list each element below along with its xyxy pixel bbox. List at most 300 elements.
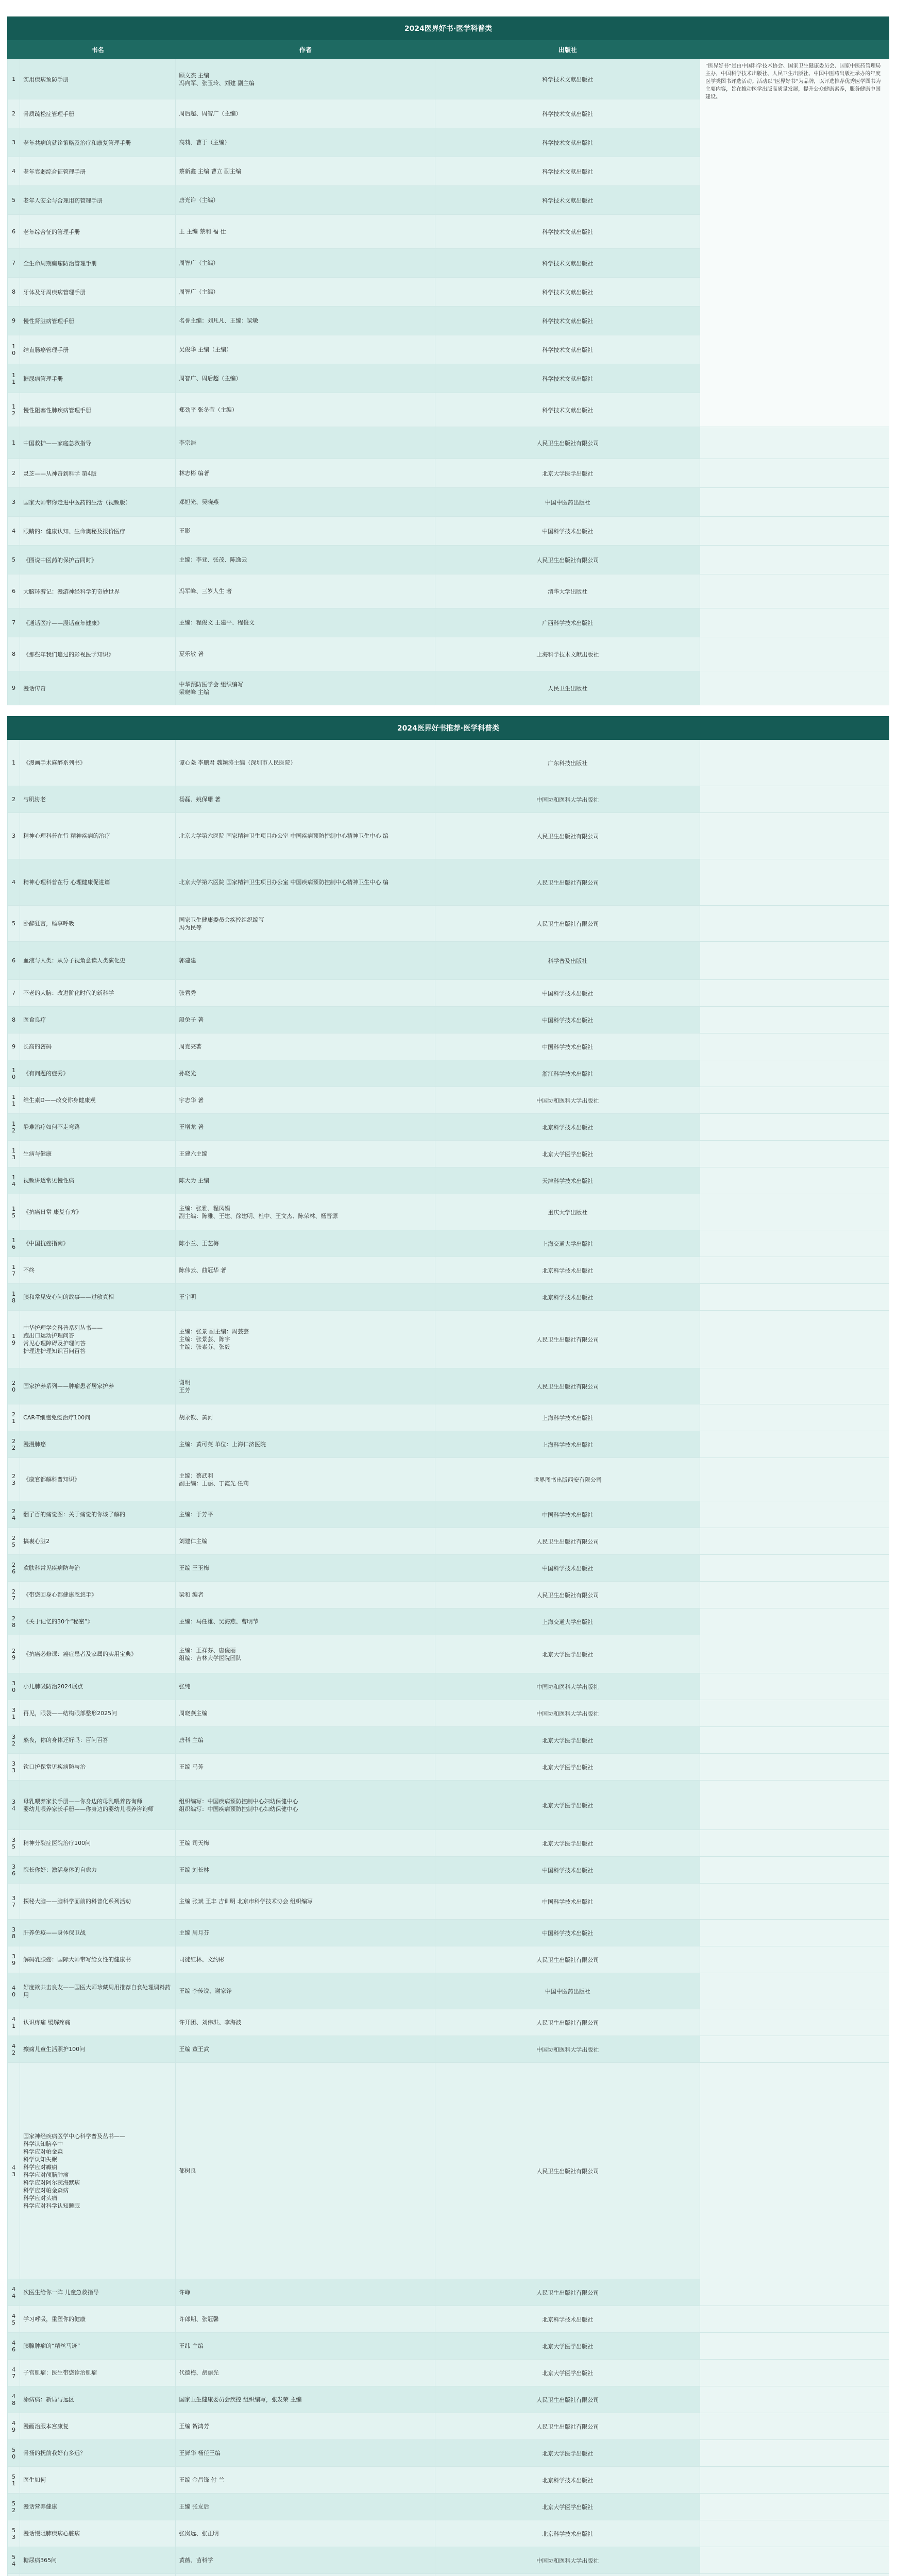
table-row bbox=[8, 2440, 889, 2467]
empty-cell bbox=[700, 1230, 889, 1257]
row-number: 2 bbox=[8, 99, 20, 128]
book-publisher: 中国中医药出版社 bbox=[435, 488, 700, 517]
table-row bbox=[8, 1608, 889, 1635]
book-author: 王编 董王武 bbox=[176, 2036, 435, 2063]
intro-note: “医界好书”是由中国科学技术协会、国家卫生健康委员会、国家中医药管理局主办，中国科学技术出版社、人民卫生出版社、中国中医药出版社承办的年度医学类图书评选活动。活动以“医界好书”为品牌，以评选推荐优秀医学图书为主要内容，旨在推动医学出版高质量发展，提升公众健康素养，服务健康中国建设。 bbox=[700, 59, 889, 427]
table-row bbox=[8, 1673, 889, 1700]
book-title: 漫话慢阻肺疾病心脏病 bbox=[20, 2520, 176, 2547]
table-row bbox=[8, 427, 889, 459]
book-title: 视频讲透常见慢性病 bbox=[20, 1167, 176, 1194]
book-publisher: 北京大学医学出版社 bbox=[435, 2360, 700, 2386]
book-title: 胰和常见安心问的故事——过敏真相 bbox=[20, 1284, 176, 1311]
empty-cell bbox=[700, 1781, 889, 1830]
row-number: 34 bbox=[8, 1781, 20, 1830]
table-row bbox=[8, 980, 889, 1007]
book-publisher: 人民卫生出版社有限公司 bbox=[435, 546, 700, 574]
book-publisher: 人民卫生出版社有限公司 bbox=[435, 906, 700, 942]
row-number: 42 bbox=[8, 2036, 20, 2063]
empty-cell bbox=[700, 1946, 889, 1973]
empty-cell bbox=[700, 1920, 889, 1946]
row-number: 27 bbox=[8, 1582, 20, 1608]
book-publisher: 北京大学医学出版社 bbox=[435, 2333, 700, 2360]
column-header: 出版社 bbox=[435, 40, 700, 59]
table-row bbox=[8, 1781, 889, 1830]
book-author: 国家卫生健康委员会疾控 组织编写，张发荣 主编 bbox=[176, 2386, 435, 2413]
row-number: 5 bbox=[8, 186, 20, 215]
book-title: 胰腺肿瘤的“精丝马迹” bbox=[20, 2333, 176, 2360]
book-publisher: 科学技术文献出版社 bbox=[435, 59, 700, 99]
book-publisher: 上海交通大学出版社 bbox=[435, 1230, 700, 1257]
book-title: 血液与人类：从分子视角意读人类演化史 bbox=[20, 942, 176, 980]
book-publisher: 北京科学技术出版社 bbox=[435, 1257, 700, 1284]
row-number: 12 bbox=[8, 1114, 20, 1141]
empty-cell bbox=[700, 2440, 889, 2467]
table-row bbox=[8, 2386, 889, 2413]
row-number: 4 bbox=[8, 157, 20, 186]
row-number: 6 bbox=[8, 942, 20, 980]
table-row bbox=[8, 2467, 889, 2494]
row-number: 53 bbox=[8, 2520, 20, 2547]
book-author: 陈大为 主编 bbox=[176, 1167, 435, 1194]
table-row bbox=[8, 1311, 889, 1368]
book-author: 王编 刘长林 bbox=[176, 1857, 435, 1884]
empty-cell bbox=[700, 859, 889, 906]
row-number: 39 bbox=[8, 1946, 20, 1973]
book-author: 王编 张友后 bbox=[176, 2494, 435, 2520]
empty-cell bbox=[700, 1754, 889, 1781]
book-publisher: 人民卫生出版社有限公司 bbox=[435, 2386, 700, 2413]
table-row bbox=[8, 1404, 889, 1431]
table-row bbox=[8, 2333, 889, 2360]
book-publisher: 天津科学技术出版社 bbox=[435, 1167, 700, 1194]
row-number: 33 bbox=[8, 1754, 20, 1781]
row-number: 46 bbox=[8, 2333, 20, 2360]
row-number: 31 bbox=[8, 1700, 20, 1727]
book-title: 结直肠癌管理手册 bbox=[20, 335, 176, 364]
row-number: 20 bbox=[8, 1368, 20, 1404]
table-row bbox=[8, 574, 889, 608]
empty-cell bbox=[700, 2306, 889, 2333]
book-title: 眼睛的：健康认知、生命奥秘及报价医疗 bbox=[20, 517, 176, 546]
book-author: 王编 王玉梅 bbox=[176, 1555, 435, 1582]
empty-cell bbox=[700, 1007, 889, 1033]
book-author: 主编 周月芬 bbox=[176, 1920, 435, 1946]
book-author: 王编 马芳 bbox=[176, 1754, 435, 1781]
book-title: 《图说中医药的保护古同时》 bbox=[20, 546, 176, 574]
book-title: CAR-T细胞免疫治疗100问 bbox=[20, 1404, 176, 1431]
row-number: 16 bbox=[8, 1230, 20, 1257]
table-row bbox=[8, 671, 889, 705]
table-row bbox=[8, 1857, 889, 1884]
book-author: 李宗浩 bbox=[176, 427, 435, 459]
book-title bbox=[20, 2574, 176, 2576]
row-number: 23 bbox=[8, 1458, 20, 1501]
book-publisher: 科学技术文献出版社 bbox=[435, 157, 700, 186]
book-title: 解码乳腺癌：国际大师带写给女性的健康书 bbox=[20, 1946, 176, 1973]
book-author: 主编：蔡武利 副主编：王丽、丁霞先 任莉 bbox=[176, 1458, 435, 1501]
book-author: 周智广（主编） bbox=[176, 278, 435, 307]
book-title: 《那些年我们追过的影视医学知识》 bbox=[20, 637, 176, 671]
book-author: 王影 bbox=[176, 517, 435, 546]
empty-cell bbox=[700, 1431, 889, 1458]
table-row bbox=[8, 1230, 889, 1257]
book-title: 中华护理学会科普系列丛书—— 跑出口运动护理问答 常见心理障碍及护理问答 护理进护理知识百问百答 bbox=[20, 1311, 176, 1368]
table-row bbox=[8, 2009, 889, 2036]
row-number: 3 bbox=[8, 813, 20, 859]
book-title: 实用疾病预防手册 bbox=[20, 59, 176, 99]
empty-cell bbox=[700, 1368, 889, 1404]
book-publisher: 中国协和医科大学出版社 bbox=[435, 2036, 700, 2063]
book-publisher: 科学技术文献出版社 bbox=[435, 278, 700, 307]
book-title: 灵芝——从神奇到科学 第4版 bbox=[20, 459, 176, 488]
empty-cell bbox=[700, 2494, 889, 2520]
empty-cell bbox=[700, 574, 889, 608]
book-author: 张纯 bbox=[176, 1673, 435, 1700]
row-number: 7 bbox=[8, 608, 20, 637]
table-row bbox=[8, 2360, 889, 2386]
book-publisher: 中国协和医科大学出版社 bbox=[435, 1700, 700, 1727]
book-title: 精神心理科普在行 精神疾病的治疗 bbox=[20, 813, 176, 859]
book-title: 《通话医疗——漫话童年健康》 bbox=[20, 608, 176, 637]
empty-cell bbox=[700, 1884, 889, 1920]
row-number: 51 bbox=[8, 2467, 20, 2494]
book-publisher: 中国协和医科大学出版社 bbox=[435, 1673, 700, 1700]
book-author: 周智广、周后超（主编） bbox=[176, 364, 435, 393]
empty-cell bbox=[700, 740, 889, 786]
book-publisher: 广西科学技术出版社 bbox=[435, 608, 700, 637]
book-publisher: 科学技术文献出版社 bbox=[435, 186, 700, 215]
row-number bbox=[8, 2574, 20, 2576]
book-publisher: 清华大学出版社 bbox=[435, 574, 700, 608]
empty-cell bbox=[700, 1635, 889, 1673]
table-row bbox=[8, 1284, 889, 1311]
table-row bbox=[8, 1501, 889, 1528]
row-number: 50 bbox=[8, 2440, 20, 2467]
row-number: 43 bbox=[8, 2063, 20, 2279]
empty-cell bbox=[700, 1700, 889, 1727]
row-number: 3 bbox=[8, 488, 20, 517]
book-publisher: 重庆大学出版社 bbox=[435, 1194, 700, 1230]
row-number: 11 bbox=[8, 1087, 20, 1114]
book-author: 吴俊华 主编（主编） bbox=[176, 335, 435, 364]
book-title: 中国救护——家庭急救指导 bbox=[20, 427, 176, 459]
table-row bbox=[8, 1033, 889, 1060]
book-publisher: 中国科学技术出版社 bbox=[435, 1501, 700, 1528]
book-author: 国家卫生健康委员会疾控组织编写 冯为民等 bbox=[176, 906, 435, 942]
book-publisher: 科学技术文献出版社 bbox=[435, 335, 700, 364]
row-number: 35 bbox=[8, 1830, 20, 1857]
empty-cell bbox=[700, 1141, 889, 1167]
empty-cell bbox=[700, 980, 889, 1007]
book-title: 骨质疏松症管理手册 bbox=[20, 99, 176, 128]
empty-cell bbox=[700, 2063, 889, 2279]
empty-cell bbox=[700, 1673, 889, 1700]
empty-cell bbox=[700, 2279, 889, 2306]
table-2024-good-books-science bbox=[7, 16, 889, 705]
row-number: 45 bbox=[8, 2306, 20, 2333]
book-publisher: 上海科学技术文献出版社 bbox=[435, 637, 700, 671]
book-author: 谢明 王芳 bbox=[176, 1368, 435, 1404]
row-number: 24 bbox=[8, 1501, 20, 1528]
book-title: 肝养免疫——身体保卫战 bbox=[20, 1920, 176, 1946]
book-author: 宇志华 著 bbox=[176, 1087, 435, 1114]
row-number: 49 bbox=[8, 2413, 20, 2440]
book-author: 王编 司天梅 bbox=[176, 1830, 435, 1857]
column-header: 作者 bbox=[176, 40, 435, 59]
table-row bbox=[8, 813, 889, 859]
book-publisher: 科学技术文献出版社 bbox=[435, 128, 700, 157]
book-title: 国家神经疾病医学中心科学普及丛书—— 科学认知脑卒中 科学应对帕金森 科学认知失眠 科学应对癫痫 科学应对颅脑肿瘤 科学应对阿尔茨海默病 科学应对帕金森病 科学应对头痛 科学应对科学认知睡眠 bbox=[20, 2063, 176, 2279]
book-publisher: 中国科学技术出版社 bbox=[435, 1884, 700, 1920]
empty-cell bbox=[700, 2467, 889, 2494]
empty-cell bbox=[700, 1194, 889, 1230]
book-author: 王 主编 蔡利 福 仕 bbox=[176, 215, 435, 249]
empty-cell bbox=[700, 1973, 889, 2009]
table-row bbox=[8, 1431, 889, 1458]
empty-cell bbox=[700, 906, 889, 942]
book-author: 邓旭光、吴晓燕 bbox=[176, 488, 435, 517]
book-author: 梁和 编者 bbox=[176, 1582, 435, 1608]
book-author: 郑劲平 张冬莹（主编） bbox=[176, 393, 435, 427]
row-number: 26 bbox=[8, 1555, 20, 1582]
book-publisher: 北京大学医学出版社 bbox=[435, 1830, 700, 1857]
empty-cell bbox=[700, 1528, 889, 1555]
table-row bbox=[8, 859, 889, 906]
table-row bbox=[8, 942, 889, 980]
book-title: 长高的密码 bbox=[20, 1033, 176, 1060]
book-publisher: 北京大学医学出版社 bbox=[435, 1781, 700, 1830]
row-number: 11 bbox=[8, 364, 20, 393]
row-number: 48 bbox=[8, 2386, 20, 2413]
row-number: 2 bbox=[8, 459, 20, 488]
table-row bbox=[8, 786, 889, 813]
empty-cell bbox=[700, 1555, 889, 1582]
book-publisher: 人民卫生出版社有限公司 bbox=[435, 2413, 700, 2440]
book-author: 主编：马任雄、吴海燕、曹明节 bbox=[176, 1608, 435, 1635]
book-title: 漫画治服本宫康复 bbox=[20, 2413, 176, 2440]
book-title: 不终 bbox=[20, 1257, 176, 1284]
book-author: 王编 贺鸿芳 bbox=[176, 2413, 435, 2440]
book-author: 王宇明 bbox=[176, 1284, 435, 1311]
book-title: 欢肤科常见疾病防与治 bbox=[20, 1555, 176, 1582]
book-publisher: 广东科技出版社 bbox=[435, 740, 700, 786]
book-publisher: 北京科学技术出版社 bbox=[435, 2306, 700, 2333]
book-author: 郭建建 bbox=[176, 942, 435, 980]
book-title: 子宫肌瘤：医生带您诊治肌瘤 bbox=[20, 2360, 176, 2386]
book-publisher: 北京科学技术出版社 bbox=[435, 1114, 700, 1141]
empty-cell bbox=[700, 637, 889, 671]
book-author: 主编：张景 副主编：周芸芸 主编：张景芸、陈宇 主编：张素芬、张毅 bbox=[176, 1311, 435, 1368]
book-author: 胡永钦、黄河 bbox=[176, 1404, 435, 1431]
empty-cell bbox=[700, 2333, 889, 2360]
empty-cell bbox=[700, 1087, 889, 1114]
book-publisher: 北京大学医学出版社 bbox=[435, 2440, 700, 2467]
book-author: 陈小兰、王艺梅 bbox=[176, 1230, 435, 1257]
row-number: 8 bbox=[8, 278, 20, 307]
book-publisher: 人民卫生出版社有限公司 bbox=[435, 2279, 700, 2306]
book-author: 名誉主编：刘凡凡、王编：梁敏 bbox=[176, 307, 435, 335]
row-number: 18 bbox=[8, 1284, 20, 1311]
book-publisher: 人民卫生出版社有限公司 bbox=[435, 1368, 700, 1404]
row-number: 41 bbox=[8, 2009, 20, 2036]
book-publisher: 中国科学技术出版社 bbox=[435, 1555, 700, 1582]
book-publisher: 中国科学技术出版社 bbox=[435, 517, 700, 546]
book-publisher: 北京科学技术出版社 bbox=[435, 2520, 700, 2547]
book-author bbox=[176, 2574, 435, 2576]
row-number: 10 bbox=[8, 1060, 20, 1087]
empty-cell bbox=[700, 1458, 889, 1501]
empty-cell bbox=[700, 2036, 889, 2063]
book-author: 刘建仁主编 bbox=[176, 1528, 435, 1555]
book-author: 孙晓光 bbox=[176, 1060, 435, 1087]
book-publisher: 世界图书出版西安有限公司 bbox=[435, 1458, 700, 1501]
book-title: 漫话营养健康 bbox=[20, 2494, 176, 2520]
row-number: 7 bbox=[8, 249, 20, 278]
book-title: 老年综合征的管理手册 bbox=[20, 215, 176, 249]
book-author: 唐科 主编 bbox=[176, 1727, 435, 1754]
empty-cell bbox=[700, 488, 889, 517]
book-title: 熬夜，你的身体还好吗：百问百答 bbox=[20, 1727, 176, 1754]
row-number: 1 bbox=[8, 427, 20, 459]
empty-cell bbox=[700, 786, 889, 813]
empty-cell bbox=[700, 608, 889, 637]
table-row bbox=[8, 1946, 889, 1973]
book-author: 主编 张斌 王丰 吉训明 北京市科学技术协会 组织编写 bbox=[176, 1884, 435, 1920]
book-author: 许郎期、张冠馨 bbox=[176, 2306, 435, 2333]
table-row bbox=[8, 2574, 889, 2576]
book-title: 医生如何 bbox=[20, 2467, 176, 2494]
book-title: 添病病：新局与远区 bbox=[20, 2386, 176, 2413]
row-number: 1 bbox=[8, 740, 20, 786]
book-publisher: 中国科学技术出版社 bbox=[435, 1920, 700, 1946]
book-publisher: 上海科学技术出版社 bbox=[435, 1404, 700, 1431]
book-title: 好度欲共击良友——国医大师珍藏周用推荐自食处理调料药用 bbox=[20, 1973, 176, 2009]
row-number: 38 bbox=[8, 1920, 20, 1946]
empty-cell bbox=[700, 546, 889, 574]
book-publisher: 上海交通大学出版社 bbox=[435, 1608, 700, 1635]
book-publisher: 中国科学技术出版社 bbox=[435, 980, 700, 1007]
empty-cell bbox=[700, 1501, 889, 1528]
table-row bbox=[8, 1830, 889, 1857]
table-row bbox=[8, 1167, 889, 1194]
empty-cell bbox=[700, 2547, 889, 2574]
table-row bbox=[8, 1141, 889, 1167]
book-author: 王建六主编 bbox=[176, 1141, 435, 1167]
book-publisher: 北京大学医学出版社 bbox=[435, 1635, 700, 1673]
book-publisher: 上海科学技术出版社 bbox=[435, 1431, 700, 1458]
book-title: 骨扬的抚前我好有多远？ bbox=[20, 2440, 176, 2467]
book-publisher: 人民卫生出版社有限公司 bbox=[435, 1582, 700, 1608]
book-title: 漫漫肺癌 bbox=[20, 1431, 176, 1458]
book-publisher: 人民卫生出版社有限公司 bbox=[435, 427, 700, 459]
table-row bbox=[8, 1368, 889, 1404]
book-title: 精神心理科普在行 心理健康促进篇 bbox=[20, 859, 176, 906]
table-2024-recommended-science bbox=[7, 716, 889, 2576]
book-publisher: 中国中医药出版社 bbox=[435, 1973, 700, 2009]
book-title: 认识疼痛 缓解疼痛 bbox=[20, 2009, 176, 2036]
row-number: 22 bbox=[8, 1431, 20, 1458]
book-publisher bbox=[435, 2574, 700, 2576]
book-publisher: 中国科学技术出版社 bbox=[435, 1007, 700, 1033]
empty-cell bbox=[700, 459, 889, 488]
table-row bbox=[8, 1635, 889, 1673]
table-row bbox=[8, 488, 889, 517]
book-publisher: 中国科学技术出版社 bbox=[435, 1033, 700, 1060]
empty-cell bbox=[700, 1857, 889, 1884]
book-title: 糖尿病365问 bbox=[20, 2547, 176, 2574]
table-row bbox=[8, 2063, 889, 2279]
table-row bbox=[8, 1007, 889, 1033]
empty-cell bbox=[700, 2360, 889, 2386]
book-author: 周克亮著 bbox=[176, 1033, 435, 1060]
book-author: 周晓燕主编 bbox=[176, 1700, 435, 1727]
book-author: 司徒红林、文约彬 bbox=[176, 1946, 435, 1973]
book-author: 杨磊、姚保珊 著 bbox=[176, 786, 435, 813]
book-publisher: 人民卫生出版社有限公司 bbox=[435, 2063, 700, 2279]
row-number: 52 bbox=[8, 2494, 20, 2520]
row-number: 12 bbox=[8, 393, 20, 427]
table-row bbox=[8, 740, 889, 786]
book-publisher: 中国协和医科大学出版社 bbox=[435, 1087, 700, 1114]
book-author: 黄薇、苗科学 bbox=[176, 2547, 435, 2574]
row-number: 37 bbox=[8, 1884, 20, 1920]
book-title: 《关于记忆的30个“秘密”》 bbox=[20, 1608, 176, 1635]
book-title: 癫痫儿童生活照护100问 bbox=[20, 2036, 176, 2063]
book-title: 《抗癌日常 康复有方》 bbox=[20, 1194, 176, 1230]
empty-cell bbox=[700, 427, 889, 459]
table-row bbox=[8, 2413, 889, 2440]
row-number: 5 bbox=[8, 546, 20, 574]
row-number: 44 bbox=[8, 2279, 20, 2306]
table-title: 2024医界好书·医学科普类 bbox=[8, 17, 889, 40]
book-author: 周智广（主编） bbox=[176, 249, 435, 278]
table-row bbox=[8, 1458, 889, 1501]
book-author: 陈伟云、曲冠华 著 bbox=[176, 1257, 435, 1284]
empty-cell bbox=[700, 1033, 889, 1060]
row-number: 25 bbox=[8, 1528, 20, 1555]
book-author: 王鲜华 杨任王编 bbox=[176, 2440, 435, 2467]
book-title: 《康官都解科普知识》 bbox=[20, 1458, 176, 1501]
table-row bbox=[8, 1754, 889, 1781]
book-author: 中华预防医学会 组织编写 梁晓峰 主编 bbox=[176, 671, 435, 705]
table-row bbox=[8, 459, 889, 488]
book-author: 林志彬 编著 bbox=[176, 459, 435, 488]
book-title: 《漫画手术麻醉系列书》 bbox=[20, 740, 176, 786]
table-row bbox=[8, 1087, 889, 1114]
book-title: 《中国抗癌指南》 bbox=[20, 1230, 176, 1257]
book-publisher: 人民卫生出版社 bbox=[435, 671, 700, 705]
table-row bbox=[8, 637, 889, 671]
book-author: 许开团、刘伟洪、李海波 bbox=[176, 2009, 435, 2036]
book-publisher: 人民卫生出版社有限公司 bbox=[435, 1528, 700, 1555]
book-title: 大脑环游记：漫游神经科学的奇妙世界 bbox=[20, 574, 176, 608]
table-row bbox=[8, 2494, 889, 2520]
empty-cell bbox=[700, 1114, 889, 1141]
row-number: 6 bbox=[8, 574, 20, 608]
table-row bbox=[8, 2036, 889, 2063]
row-number: 36 bbox=[8, 1857, 20, 1884]
book-publisher: 人民卫生出版社有限公司 bbox=[435, 1311, 700, 1368]
book-author: 王编 金昌锋 付 兰 bbox=[176, 2467, 435, 2494]
row-number: 47 bbox=[8, 2360, 20, 2386]
book-publisher: 人民卫生出版社有限公司 bbox=[435, 2009, 700, 2036]
book-title: 院长你好：激活身体的自愈力 bbox=[20, 1857, 176, 1884]
table-row bbox=[8, 2520, 889, 2547]
book-title: 老年衰弱综合征管理手册 bbox=[20, 157, 176, 186]
book-author: 主编：于芳平 bbox=[176, 1501, 435, 1528]
empty-cell bbox=[700, 2574, 889, 2576]
book-publisher: 浙江科学技术出版社 bbox=[435, 1060, 700, 1087]
